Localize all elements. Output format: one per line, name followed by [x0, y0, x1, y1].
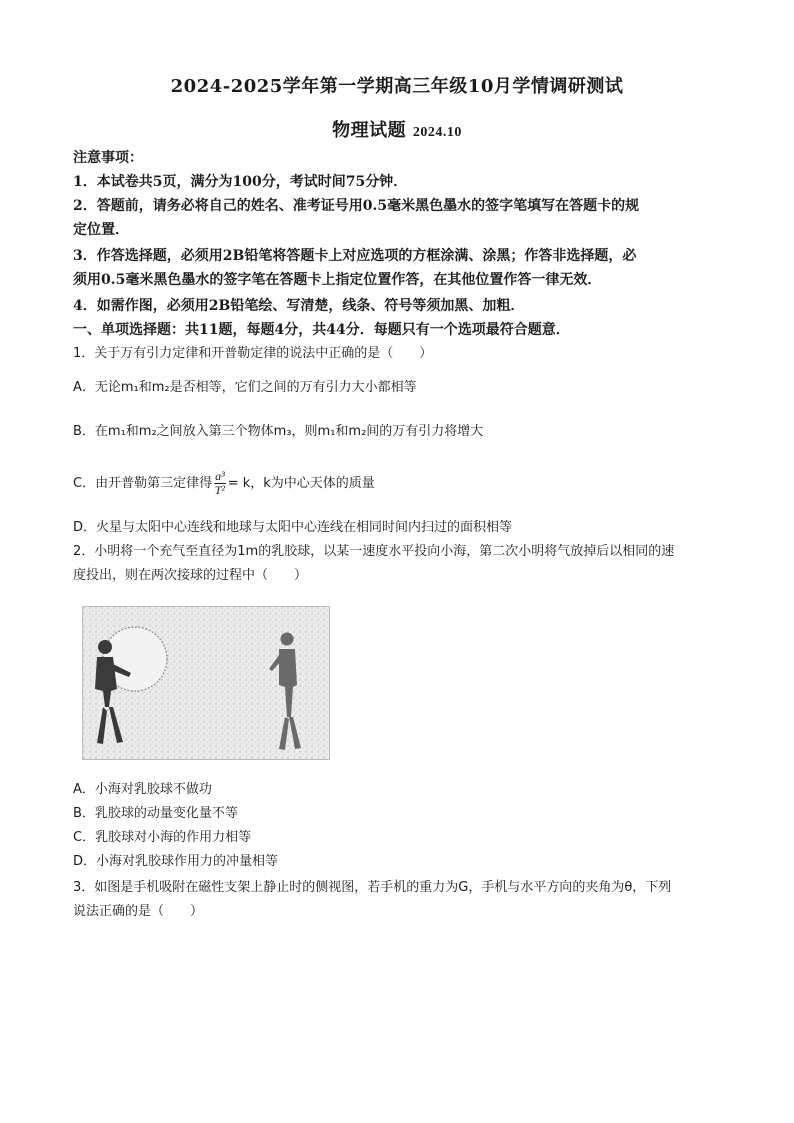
notice-item: 须用0.5毫米黑色墨水的签字笔在答题卡上指定位置作答，在其他位置作答一律无效．	[73, 272, 602, 288]
notice-item: 2．答题前，请务必将自己的姓名、准考证号用0.5毫米黑色墨水的签字笔填写在答题卡的规	[73, 198, 640, 214]
question-1-option-a: A．无论m₁和m₂是否相等，它们之间的万有引力大小都相等	[73, 380, 417, 395]
section-heading: 一、单项选择题：共11题，每题4分，共44分．每题只有一个选项最符合题意．	[73, 322, 570, 338]
question-1-stem: 1．关于万有引力定律和开普勒定律的说法中正确的是（ ）	[73, 346, 433, 361]
option-c-prefix: C．由开普勒第三定律得	[73, 476, 213, 491]
question-1-option-d: D．火星与太阳中心连线和地球与太阳中心连线在相同时间内扫过的面积相等	[73, 520, 513, 535]
exam-date: 2024.10	[412, 125, 462, 140]
question-2-option-a: A．小海对乳胶球不做功	[73, 782, 212, 797]
question-3-stem-line1: 3．如图是手机吸附在磁性支架上静止时的侧视图，若手机的重力为G，手机与水平方向的夹角为θ，下列	[73, 880, 672, 895]
notice-heading: 注意事项：	[73, 150, 143, 166]
question-2-option-d: D．小海对乳胶球作用力的冲量相等	[73, 854, 279, 869]
question-3-stem-line2: 说法正确的是（ ）	[73, 904, 204, 919]
ball-throwing-illustration	[83, 607, 329, 759]
question-2-stem-line1: 2．小明将一个充气至直径为1m的乳胶球，以某一速度水平投向小海，第二次小明将气放掉后以相同的速	[73, 544, 675, 559]
notice-item: 定位置．	[73, 222, 129, 238]
notice-item: 3．作答选择题，必须用2B铅笔将答题卡上对应选项的方框涂满、涂黑；作答非选择题，必	[73, 248, 637, 264]
exam-title: 2024-2025学年第一学期高三年级10月学情调研测试	[170, 76, 624, 97]
subject-name: 物理试题	[332, 120, 407, 141]
question-2-option-b: B．乳胶球的动量变化量不等	[73, 806, 238, 821]
exam-subtitle	[0, 116, 794, 142]
question-2-option-c: C．乳胶球对小海的作用力相等	[73, 830, 252, 845]
kepler-fraction	[214, 470, 226, 497]
notice-item: 1．本试卷共5页，满分为100分，考试时间75分钟．	[73, 174, 408, 190]
notice-item: 4．如需作图，必须用2B铅笔绘、写清楚，线条、符号等须加黑、加粗．	[73, 298, 525, 314]
question-1-option-b: B．在m₁和m₂之间放入第三个物体m₃，则m₁和m₂间的万有引力将增大	[73, 424, 484, 439]
question-2-photo	[82, 606, 330, 760]
question-2-stem-line2: 度投出，则在两次接球的过程中（ ）	[73, 568, 308, 583]
fraction-numerator: a³	[215, 469, 225, 483]
fraction-denominator: T²	[214, 483, 226, 497]
option-c-suffix: = k，k为中心天体的质量	[227, 476, 375, 491]
question-1-option-c	[73, 466, 729, 502]
